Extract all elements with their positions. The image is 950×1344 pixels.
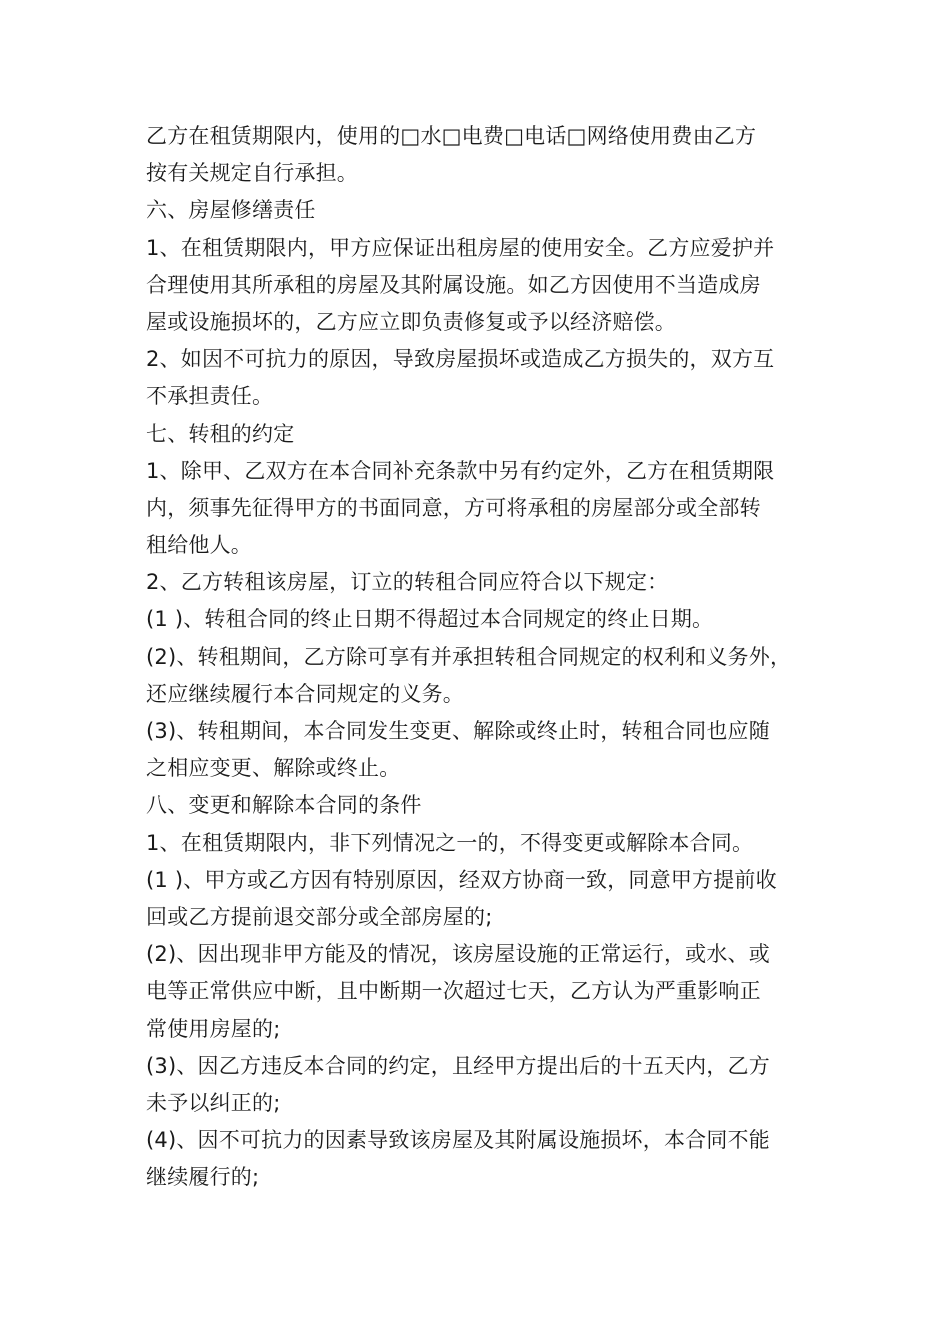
text-line: (3)、转租期间，本合同发生变更、解除或终止时，转租合同也应随 (146, 719, 770, 743)
text-line: 继续履行的; (146, 1165, 260, 1190)
text-line: 不承担责任。 (146, 384, 274, 409)
text-line: 租给他人。 (146, 533, 252, 558)
text-line: 电等正常供应中断，且中断期一次超过七天，乙方认为严重影响正 (146, 979, 761, 1004)
text-line: 内，须事先征得甲方的书面同意，方可将承租的房屋部分或全部转 (146, 495, 761, 520)
text-line: (3)、因乙方违反本合同的约定，且经甲方提出后的十五天内，乙方 (146, 1053, 770, 1078)
text-line: 2、如因不可抗力的原因，导致房屋损坏或造成乙方损失的，双方互 (146, 347, 775, 372)
text-line: (1 )、转租合同的终止日期不得超过本合同规定的终止日期。 (146, 607, 714, 632)
text-line: 1、在租赁期限内，非下列情况之一的，不得变更或解除本合同。 (146, 830, 754, 855)
text-line: 常使用房屋的; (146, 1016, 281, 1041)
text-line: 1、除甲、乙双方在本合同补充条款中另有约定外，乙方在租赁期限 (146, 458, 775, 483)
text-line: 1、在租赁期限内，甲方应保证出租房屋的使用安全。乙方应爱护并 (146, 235, 775, 260)
text-line: 未予以纠正的; (146, 1090, 281, 1115)
text-line: 按有关规定自行承担。 (146, 161, 358, 186)
text-line: 屋或设施损坏的，乙方应立即负责修复或予以经济赔偿。 (146, 309, 676, 334)
section-heading: 七、转租的约定 (146, 421, 295, 446)
text-line: (4)、因不可抗力的因素导致该房屋及其附属设施损坏，本合同不能 (146, 1128, 770, 1153)
text-line: 合理使用其所承租的房屋及其附属设施。如乙方因使用不当造成房 (146, 272, 761, 297)
text-line: 之相应变更、解除或终止。 (146, 756, 401, 781)
text-line: (2)、转租期间，乙方除可享有并承担转租合同规定的权利和义务外， (146, 644, 792, 669)
document-body (146, 118, 816, 1196)
text-line: 2、乙方转租该房屋，订立的转租合同应符合以下规定： (146, 570, 669, 595)
text-line: (1 )、甲方或乙方因有特别原因，经双方协商一致，同意甲方提前收 (146, 867, 777, 892)
text-line: 还应继续履行本合同规定的义务。 (146, 681, 464, 706)
text-line: 乙方在租赁期限内，使用的□水□电费□电话□网络使用费由乙方 (146, 124, 757, 148)
section-heading: 八、变更和解除本合同的条件 (146, 793, 422, 818)
text-line: 回或乙方提前退交部分或全部房屋的; (146, 904, 493, 929)
section-heading: 六、房屋修缮责任 (146, 198, 316, 223)
text-line: (2)、因出现非甲方能及的情况，该房屋设施的正常运行，或水、或 (146, 942, 770, 967)
